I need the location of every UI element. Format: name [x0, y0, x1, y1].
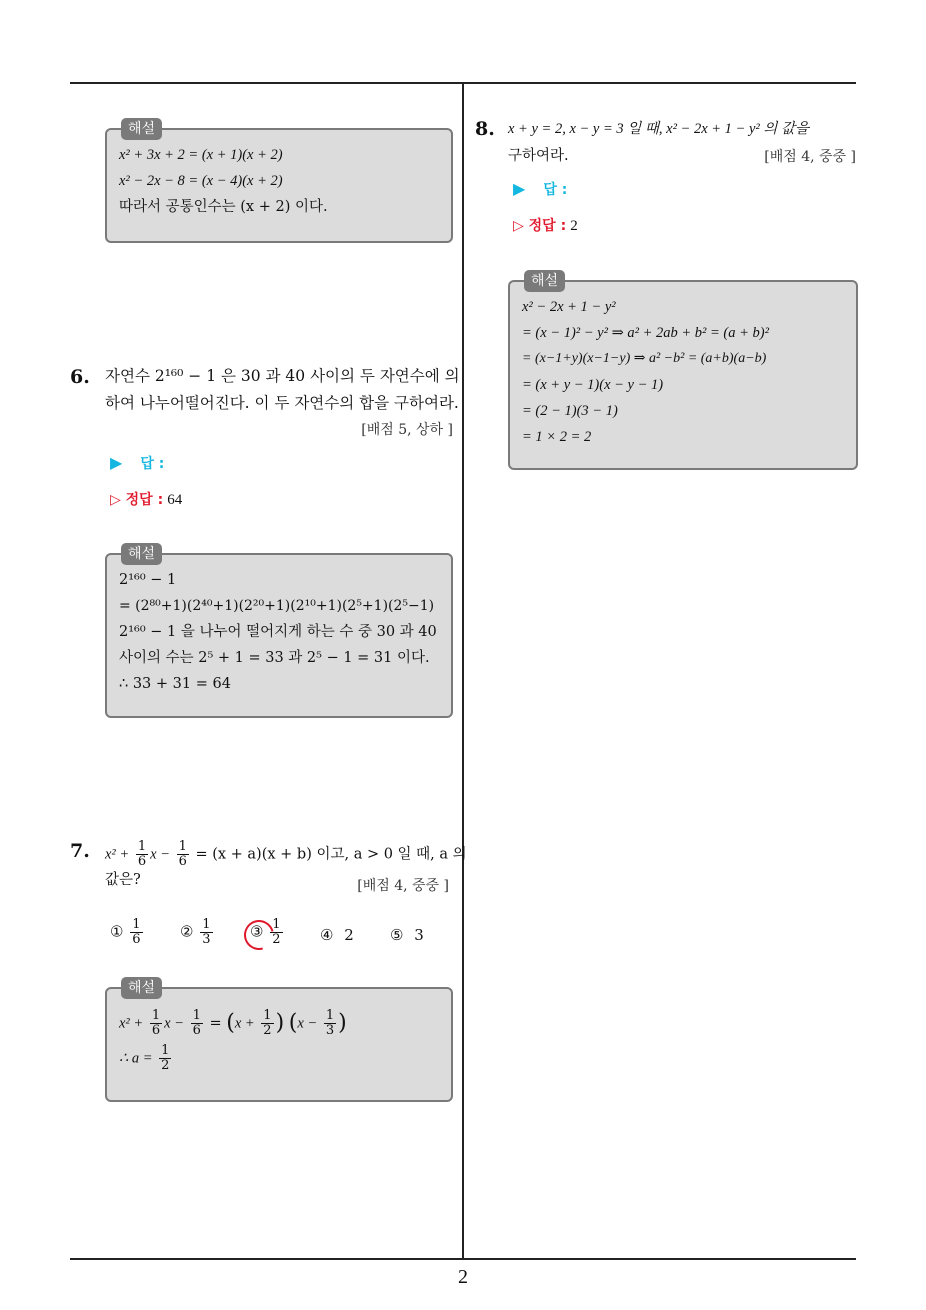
solution-math: =: [209, 1015, 222, 1032]
answer-field-8[interactable]: [513, 179, 567, 199]
solution-line: 2¹⁶⁰ − 1 을 나누어 떨어지게 하는 수 중 30 과 40: [119, 624, 437, 640]
solution-box-7: 해설 x² + $\frac{1}{6}$ x − $\frac{1}{6}$ = (x + $\frac{1}{2}$ ) (x − $\frac{1}{3}$ ) ∴ a = $\frac{1}{2}$: [105, 987, 453, 1102]
solution-math: x −: [297, 1015, 318, 1032]
play-triangle-icon: ▶: [513, 179, 526, 198]
fraction: $\frac{1}{6}$: [137, 839, 147, 869]
outline-triangle-icon: ▷: [513, 218, 524, 234]
question-math: = (x + a)(x + b) 이고, a > 0 일 때, a 의: [195, 846, 467, 863]
question-line: 자연수 2¹⁶⁰ − 1 은 30 과 40 사이의 두 자연수에 의: [105, 367, 460, 385]
correct-value: 2: [570, 218, 578, 234]
solution-box-8: [508, 273, 858, 470]
solution-line: x² + 3x + 2 = (x + 1)(x + 2): [119, 147, 283, 163]
solution-line: = (x−1+y)(x−1−y) ⇒ a² −b² = (a+b)(a−b): [522, 351, 767, 366]
choice-value: 3: [414, 926, 424, 944]
choice-1[interactable]: [110, 918, 145, 947]
fraction: $\frac{1}{6}$: [192, 1008, 201, 1038]
question-line: x + y = 2, x − y = 3 일 때, x² − 2x + 1 − y² 의 값을: [508, 121, 810, 137]
correct-answer-6: [110, 489, 182, 509]
correct-label: 정답 :: [125, 492, 164, 508]
play-triangle-icon: ▶: [110, 453, 123, 472]
fraction: $\frac{1}{6}$: [132, 917, 141, 947]
solution-line: = (x + y − 1)(x − y − 1): [522, 377, 664, 393]
solution-box-6: [105, 546, 453, 718]
choice-4[interactable]: [320, 926, 354, 944]
solution-line: = (x − 1)² − y² ⇒ a² + 2ab + b² = (a + b)²: [522, 325, 769, 341]
correct-answer-8: [513, 215, 578, 235]
fraction: $\frac{1}{6}$: [178, 839, 187, 869]
answer-field-6[interactable]: [110, 453, 164, 473]
solution-line: x² − 2x + 1 − y²: [522, 299, 616, 315]
question-number-8: 8.: [475, 118, 495, 140]
outline-triangle-icon: ▷: [110, 492, 121, 508]
choice-mark: ④: [320, 926, 334, 944]
question-math: x² +: [105, 846, 130, 863]
answer-label: 답 :: [140, 456, 165, 472]
question-6-text: [105, 363, 460, 417]
solution-line: = (2 − 1)(3 − 1): [522, 403, 618, 419]
choice-5[interactable]: [390, 926, 424, 944]
solution-line: ∴ 33 + 31 = 64: [119, 676, 231, 692]
correct-label: 정답 :: [528, 218, 567, 234]
choice-value: 2: [344, 926, 354, 944]
column-divider: [462, 83, 464, 1258]
solution-tag: 해설: [121, 118, 162, 140]
solution-tag: 해설: [121, 977, 162, 999]
correct-value: 64: [167, 492, 183, 508]
choice-2[interactable]: [180, 918, 215, 947]
solution-tag: 해설: [121, 543, 162, 565]
question-6-meta: [배점 5, 상하 ]: [361, 422, 453, 438]
solution-math: ∴ a =: [119, 1050, 153, 1067]
choice-mark: ⑤: [390, 926, 404, 944]
solution-math: x −: [164, 1015, 184, 1032]
solution-line: 2¹⁶⁰ − 1: [119, 572, 177, 588]
choice-mark: ②: [180, 922, 194, 941]
solution-line: 따라서 공통인수는 (x + 2) 이다.: [119, 199, 328, 215]
solution-tag: 해설: [524, 270, 565, 292]
fraction: $\frac{1}{2}$: [263, 1008, 272, 1038]
question-number-7: 7.: [70, 840, 90, 862]
answer-label: 답 :: [543, 182, 568, 198]
fraction: $\frac{1}{3}$: [202, 917, 211, 947]
page-number: 2: [458, 1266, 468, 1288]
question-line: 값은?: [105, 872, 141, 888]
question-number-6: 6.: [70, 366, 90, 388]
solution-line: = 1 × 2 = 2: [522, 429, 592, 445]
fraction: $\frac{1}{2}$: [161, 1043, 170, 1073]
question-line: 하여 나누어떨어진다. 이 두 자연수의 합을 구하여라.: [105, 394, 459, 412]
solution-line: x² − 2x − 8 = (x − 4)(x + 2): [119, 173, 283, 189]
choice-mark: ③: [250, 922, 264, 941]
solution-math: x² +: [119, 1015, 144, 1032]
solution-line: 사이의 수는 2⁵ + 1 = 33 과 2⁵ − 1 = 31 이다.: [119, 650, 430, 666]
choice-mark: ①: [110, 922, 124, 941]
question-8-meta: [배점 4, 중중 ]: [764, 149, 856, 165]
question-line: 구하여라.: [508, 148, 569, 164]
question-7-meta: [배점 4, 중중 ]: [357, 878, 449, 894]
fraction: $\frac{1}{6}$: [151, 1008, 161, 1038]
fraction: $\frac{1}{3}$: [325, 1008, 335, 1038]
solution-box-5: [105, 121, 453, 243]
fraction: $\frac{1}{2}$: [272, 917, 281, 947]
solution-line: = (2⁸⁰+1)(2⁴⁰+1)(2²⁰+1)(2¹⁰+1)(2⁵+1)(2⁵−1): [119, 598, 435, 614]
bottom-rule: [70, 1258, 856, 1260]
solution-math: x +: [234, 1015, 255, 1032]
question-math: x −: [150, 846, 170, 863]
choice-3[interactable]: [250, 918, 285, 947]
